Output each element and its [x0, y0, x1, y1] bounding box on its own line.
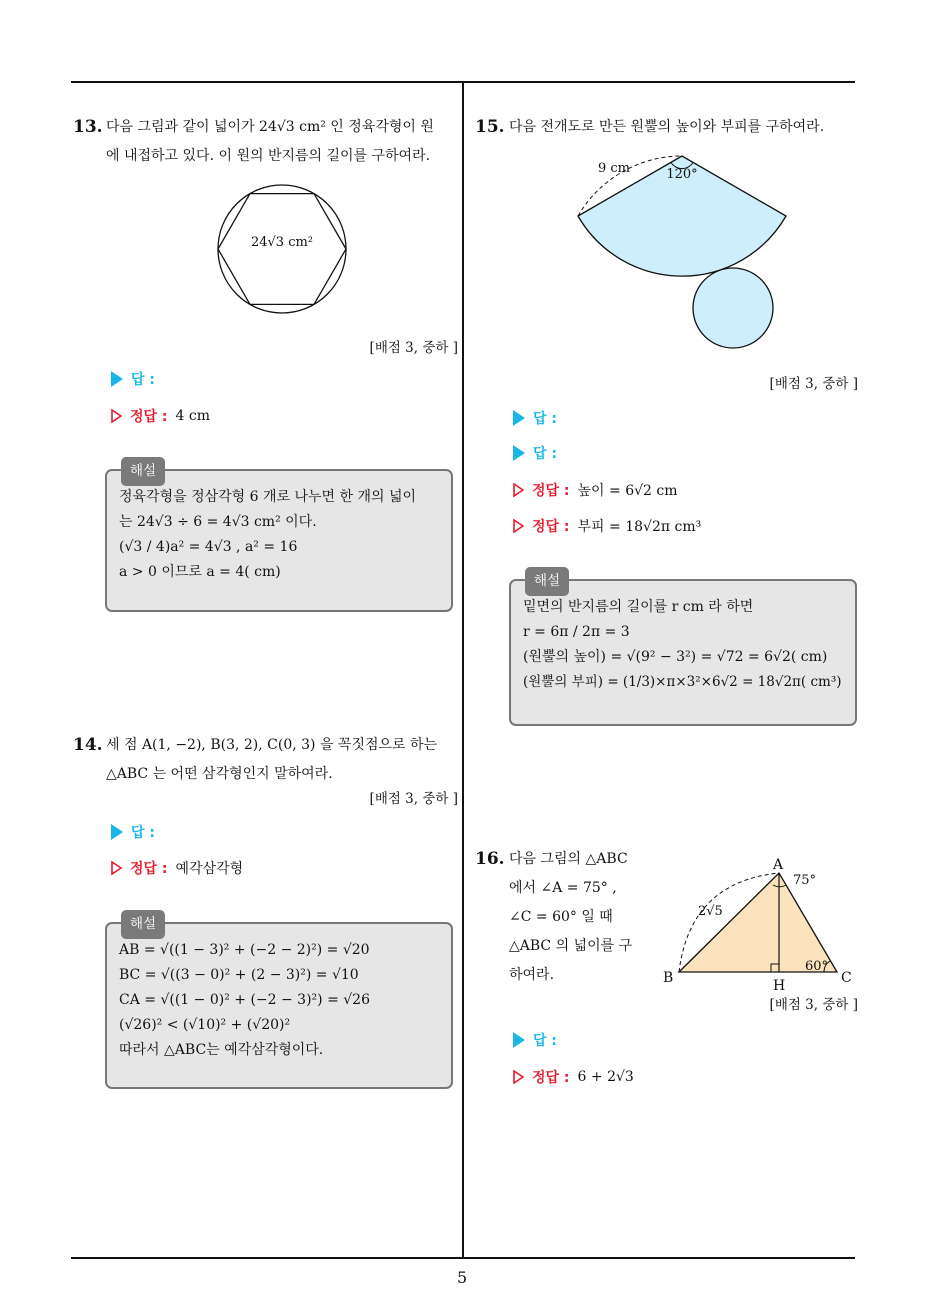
q15-answer-label-2: 답 : [533, 446, 557, 462]
correct-triangle-icon [513, 483, 524, 497]
side-ab-label: 2√5 [698, 904, 723, 919]
q14-correct-row [111, 858, 243, 878]
q14-solution-line: CA = √((1 − 0)² + (−2 − 3)²) = √26 [119, 992, 370, 1008]
q15-answer-label-1: 답 : [533, 411, 557, 427]
q15-text: 다음 전개도로 만든 원뿔의 높이와 부피를 구하여라. [509, 119, 825, 135]
q14-score: [배점 3, 중하 ] [369, 791, 458, 807]
cone-base-circle [693, 268, 773, 348]
vertex-b-label: B [663, 970, 674, 986]
q16-score: [배점 3, 중하 ] [769, 997, 858, 1013]
q13-correct-value: 4 cm [175, 408, 211, 424]
q16-answer-label: 답 : [533, 1033, 557, 1049]
q13-solution-tag: 해설 [121, 457, 165, 486]
q13-solution-line: (√3 / 4)a² = 4√3 , a² = 16 [119, 539, 298, 555]
answer-triangle-icon [111, 824, 123, 840]
correct-triangle-icon [513, 1070, 524, 1084]
q14-solution-box [105, 916, 453, 1089]
correct-triangle-icon [111, 861, 122, 875]
q16-number: 16. [475, 849, 505, 869]
q14-text-line1: 세 점 A(1, −2), B(3, 2), C(0, 3) 을 꼭짓점으로 하는 [106, 737, 438, 753]
angle-a-label: 75° [793, 873, 817, 888]
q15-solution-line: (원뿔의 부피) = (1/3)×π×3²×6√2 = 18√2π( cm³) [523, 674, 842, 690]
q13-text-line2: 에 내접하고 있다. 이 원의 반지름의 길이를 구하여라. [106, 148, 431, 164]
q15-solution-box [509, 573, 857, 726]
q13-figure-label: 24√3 cm² [250, 235, 314, 250]
answer-triangle-icon [513, 410, 525, 426]
q15-solution-line: r = 6π / 2π = 3 [523, 624, 630, 640]
correct-triangle-icon [111, 409, 122, 423]
q16-figure [660, 852, 860, 992]
q14-correct-label: 정답 : [130, 861, 168, 877]
q13-score: [배점 3, 중하 ] [369, 340, 458, 356]
q15-angle-label: 120° [666, 167, 698, 182]
q15-correct-row-1 [513, 480, 678, 500]
q15-figure [570, 148, 794, 350]
vertex-c-label: C [841, 970, 852, 986]
bottom-rule [71, 1257, 855, 1259]
q15-solution-line: 밑면의 반지름의 길이를 r cm 라 하면 [523, 599, 754, 615]
q15-number: 15. [475, 117, 505, 137]
q13-solution-box [105, 463, 453, 612]
q16-text-line: 다음 그림의 △ABC [509, 851, 628, 867]
q15-correct-value-1: 높이 = 6√2 cm [577, 483, 678, 499]
q16-text [509, 845, 649, 990]
q14-text [106, 731, 458, 789]
q15-correct-label-2: 정답 : [532, 519, 570, 535]
column-divider [462, 81, 464, 1259]
q14-number: 14. [73, 735, 103, 755]
q15-correct-row-2 [513, 516, 701, 536]
q16-text-line: 에서 ∠A = 75° , [509, 880, 617, 896]
answer-triangle-icon [111, 371, 123, 387]
q16-text-line: △ABC 의 넓이를 구 [509, 938, 633, 954]
answer-triangle-icon [513, 1032, 525, 1048]
q14-correct-value: 예각삼각형 [175, 861, 244, 877]
q13-number: 13. [73, 117, 103, 137]
q14-solution-line: AB = √((1 − 3)² + (−2 − 2)²) = √20 [119, 942, 370, 958]
q16-correct-row [513, 1067, 634, 1087]
q14-solution-line: (√26)² < (√10)² + (√20)² [119, 1017, 291, 1033]
q13-answer-label: 답 : [131, 372, 155, 388]
q13-figure [212, 181, 354, 317]
q15-correct-label-1: 정답 : [532, 483, 570, 499]
q13-correct-row [111, 406, 210, 426]
correct-triangle-icon [513, 519, 524, 533]
q16-text-line: ∠C = 60° 일 때 [509, 909, 613, 925]
q14-solution-tag: 해설 [121, 910, 165, 939]
q14-answer-row [111, 822, 155, 842]
q14-answer-label: 답 : [131, 825, 155, 841]
q15-radius-label: 9 cm [598, 161, 631, 176]
q15-score: [배점 3, 중하 ] [769, 376, 858, 392]
q15-answer-row-1 [513, 408, 557, 428]
q13-text [106, 113, 458, 171]
q15-solution-tag: 해설 [525, 567, 569, 596]
q13-answer-row [111, 369, 155, 389]
angle-c-label: 60° [805, 959, 829, 974]
page-number: 5 [457, 1268, 468, 1287]
q13-solution-line: a > 0 이므로 a = 4( cm) [119, 564, 281, 580]
q15-answer-row-2 [513, 443, 557, 463]
foot-h-label: H [773, 978, 786, 992]
q15-solution-line: (원뿔의 높이) = √(9² − 3²) = √72 = 6√2( cm) [523, 649, 828, 665]
q13-solution-line: 정육각형을 정삼각형 6 개로 나누면 한 개의 넓이 [119, 489, 417, 505]
answer-triangle-icon [513, 445, 525, 461]
q14-solution-line: 따라서 △ABC는 예각삼각형이다. [119, 1042, 324, 1058]
q15-correct-value-2: 부피 = 18√2π cm³ [577, 519, 702, 535]
q13-correct-label: 정답 : [130, 409, 168, 425]
q16-correct-label: 정답 : [532, 1070, 570, 1086]
q13-solution-line: 는 24√3 ÷ 6 = 4√3 cm² 이다. [119, 514, 317, 530]
q16-answer-row [513, 1030, 557, 1050]
q14-solution-line: BC = √((3 − 0)² + (2 − 3)²) = √10 [119, 967, 359, 983]
q13-text-line1: 다음 그림과 같이 넓이가 24√3 cm² 인 정육각형이 원 [106, 119, 434, 135]
q16-text-line: 하여라. [509, 967, 555, 983]
q16-correct-value: 6 + 2√3 [577, 1069, 634, 1085]
vertex-a-label: A [773, 857, 784, 873]
q14-text-line2: △ABC 는 어떤 삼각형인지 말하여라. [106, 766, 333, 782]
